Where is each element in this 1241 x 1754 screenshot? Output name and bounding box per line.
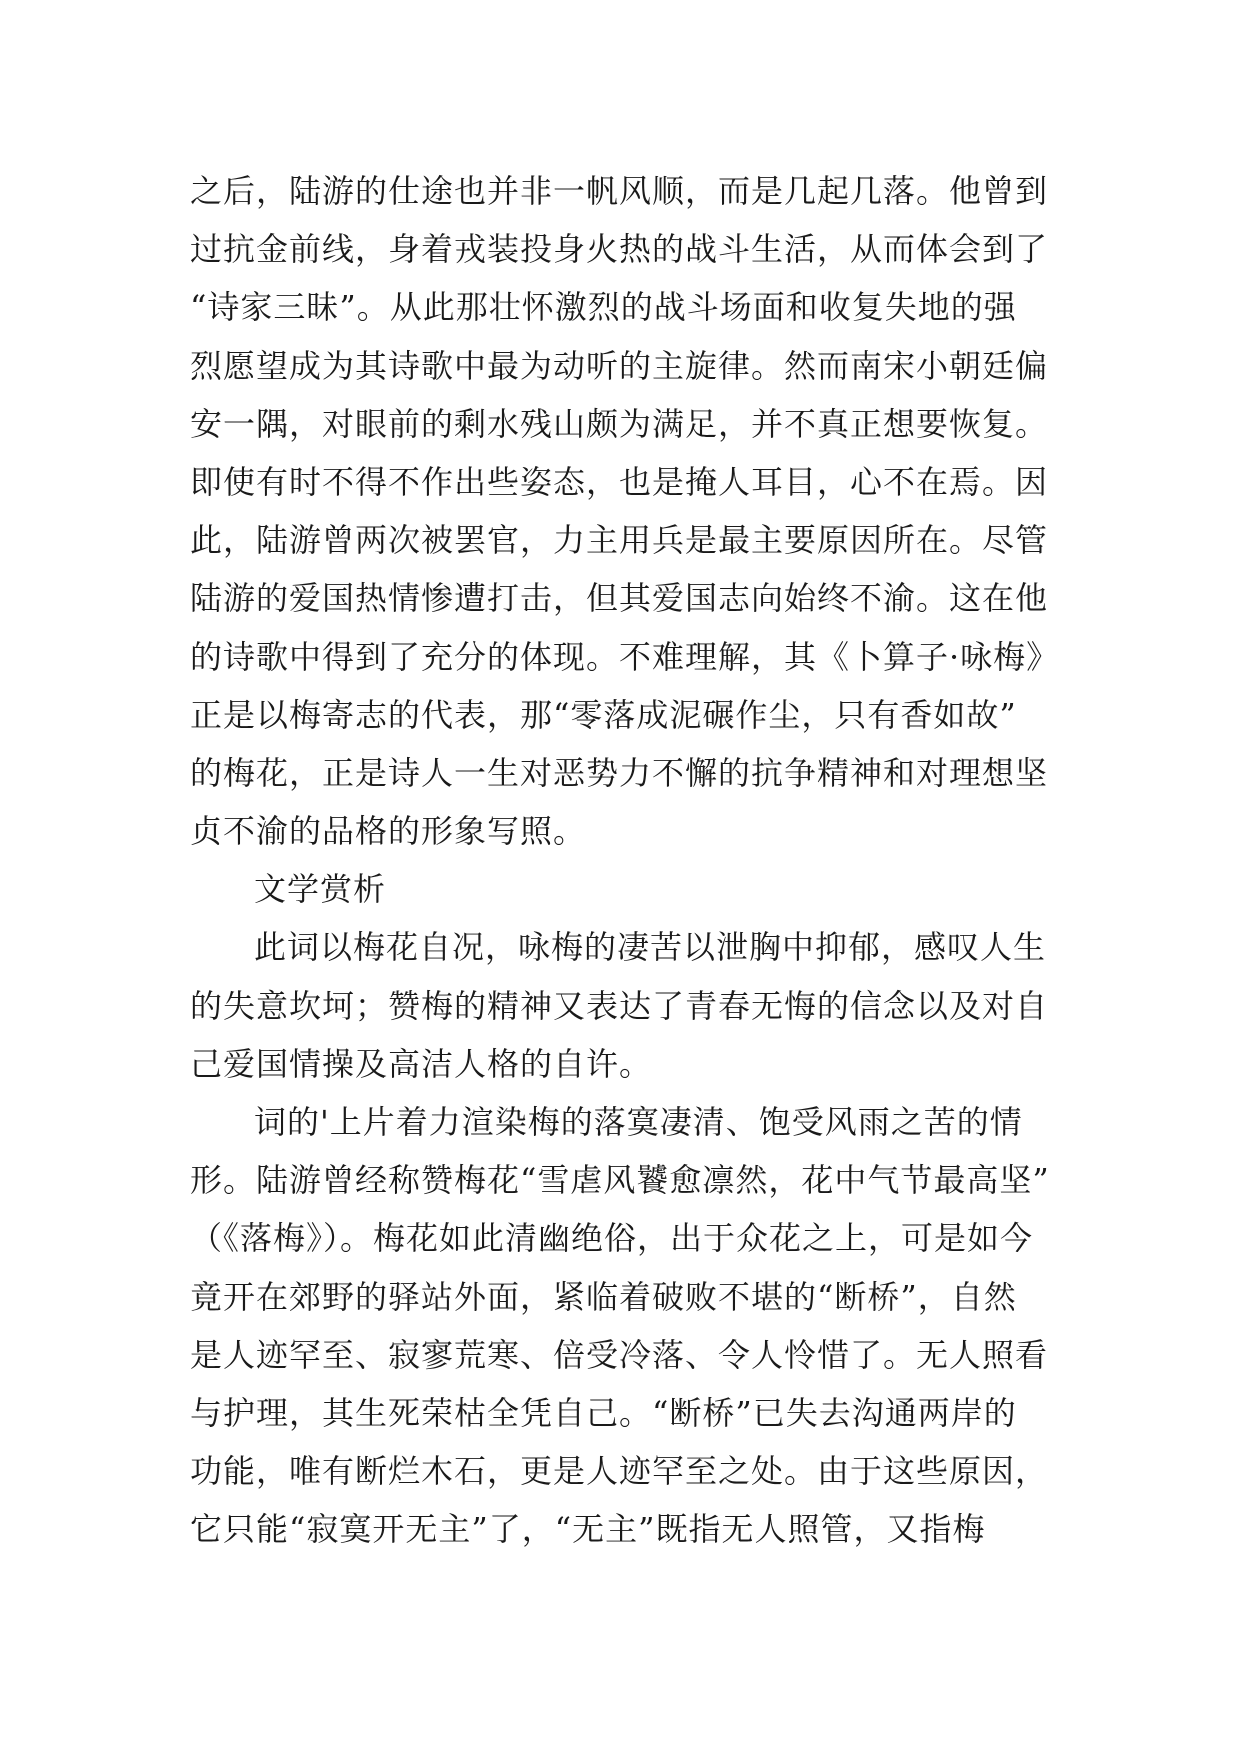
text-line: 烈愿望成为其诗歌中最为动听的主旋律。然而南宋小朝廷偏 [190,346,1049,385]
text-line: 陆游的爱国热情惨遭打击，但其爱国志向始终不渝。这在他 [190,579,1049,618]
text-line: 贞不渝的品格的形象写照。 [190,812,587,851]
text-line: 的失意坎坷；赞梅的精神又表达了青春无悔的信念以及对自 [190,986,1049,1025]
text-line: 此，陆游曾两次被罢官，力主用兵是最主要原因所在。尽管 [190,521,1049,560]
text-line: 此词以梅花自况，咏梅的凄苦以泄胸中抑郁，感叹人生 [254,928,1047,967]
section-heading: 文学赏析 [254,870,387,909]
text-line: 的诗歌中得到了充分的体现。不难理解，其《卜算子·咏梅》 [190,637,1060,676]
text-line: 竟开在郊野的驿站外面，紧临着破败不堪的“断桥”，自然 [190,1277,1017,1316]
text-line: 形。陆游曾经称赞梅花“雪虐风饕愈凛然，花中气节最高坚” [190,1161,1050,1200]
text-line: 它只能“寂寞开无主”了，“无主”既指无人照管，又指梅 [190,1510,986,1549]
text-line: 己爱国情操及高洁人格的自许。 [190,1044,653,1083]
text-line: （《落梅》）。梅花如此清幽绝俗，出于众花之上，可是如今 [190,1219,1034,1258]
text-line: 正是以梅寄志的代表，那“零落成泥碾作尘，只有香如故” [190,695,1017,734]
text-line: 功能，唯有断烂木石，更是人迹罕至之处。由于这些原因， [190,1452,1049,1491]
text-line: 之后，陆游的仕途也并非一帆风顺，而是几起几落。他曾到 [190,172,1049,210]
text-line: 过抗金前线，身着戎装投身火热的战斗生活，从而体会到了 [190,230,1049,269]
text-line: 即使有时不得不作出些姿态，也是掩人耳目，心不在焉。因 [190,462,1049,501]
text-line: “诗家三昧”。从此那壮怀激烈的战斗场面和收复失地的强 [190,288,1017,327]
body-text [190,162,1060,1559]
text-line: 是人迹罕至、寂寥荒寒、倍受冷落、令人怜惜了。无人照看 [190,1335,1049,1374]
text-line: 与护理，其生死荣枯全凭自己。“断桥”已失去沟通两岸的 [190,1393,1017,1432]
text-line: 的梅花，正是诗人一生对恶势力不懈的抗争精神和对理想坚 [190,753,1049,792]
text-line: 安一隅，对眼前的剩水残山颇为满足，并不真正想要恢复。 [190,404,1049,443]
text-line: 词的'上片着力渲染梅的落寞凄清、饱受风雨之苦的情 [254,1103,1023,1141]
